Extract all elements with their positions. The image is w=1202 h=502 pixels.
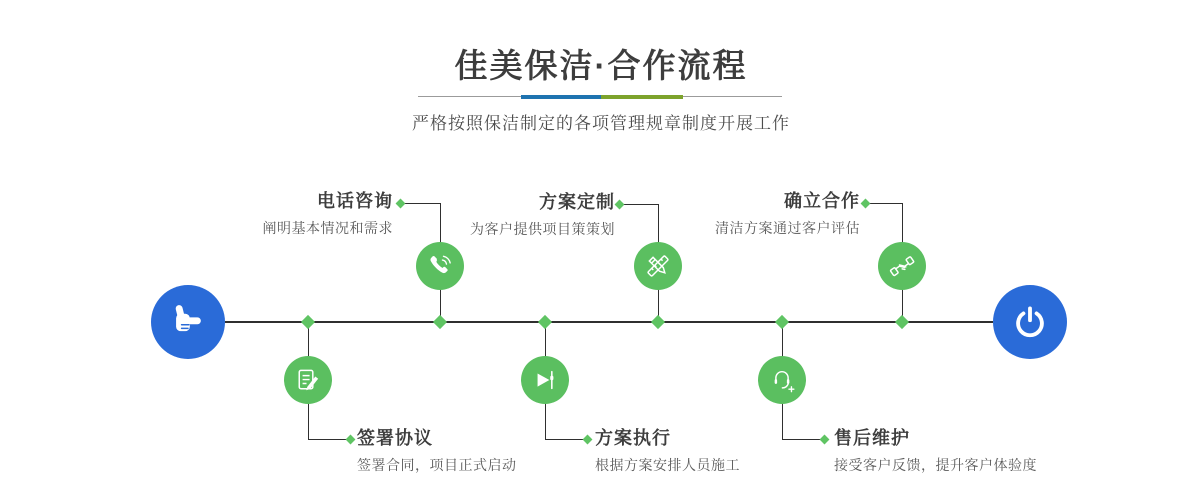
- step-desc: 根据方案安排人员施工: [595, 456, 740, 473]
- timeline-node-diamond: [895, 315, 909, 329]
- step-phone-text: [263, 191, 394, 236]
- step-desc: 为客户提供项目策策划: [470, 220, 615, 237]
- label-diamond: [396, 199, 406, 209]
- label-diamond: [820, 435, 830, 445]
- handshake-icon: [888, 252, 916, 280]
- timeline-node-diamond: [433, 315, 447, 329]
- step-desc: 阐明基本情况和需求: [262, 219, 393, 236]
- step-sign-circle: [284, 356, 332, 404]
- step-execute-circle: [521, 356, 569, 404]
- label-diamond: [861, 199, 871, 209]
- step-sign-text: [357, 428, 517, 473]
- step-label: 售后维护: [834, 428, 910, 448]
- label-diamond: [346, 435, 356, 445]
- pencil-ruler-icon: [644, 252, 672, 280]
- step-desc: 接受客户反馈，提升客户体验度: [834, 456, 1037, 473]
- headset-plus-icon: [768, 366, 796, 394]
- connector-aftersales-h: [782, 439, 822, 440]
- power-icon: [1009, 301, 1051, 343]
- step-label: 确立合作: [784, 191, 860, 211]
- page-title: 佳美保洁·合作流程: [454, 47, 748, 84]
- connector-design-h: [619, 204, 658, 205]
- step-design-text: [470, 192, 615, 237]
- phone-icon: [426, 252, 454, 280]
- connector-execute-h: [545, 439, 585, 440]
- step-desc: 清洁方案通过客户评估: [715, 219, 860, 236]
- step-cooperate-text: [715, 191, 860, 236]
- pointing-hand-icon: [166, 300, 210, 344]
- label-diamond: [583, 435, 593, 445]
- timeline-line: [225, 321, 993, 323]
- step-design-circle: [634, 242, 682, 290]
- step-label: 签署协议: [357, 428, 433, 448]
- step-label: 方案定制: [539, 192, 615, 212]
- flow-end-circle: [993, 285, 1067, 359]
- flow-start-circle: [151, 285, 225, 359]
- title-divider: [418, 95, 782, 99]
- timeline-node-diamond: [301, 315, 315, 329]
- step-label: 电话咨询: [317, 191, 393, 211]
- timeline-node-diamond: [538, 315, 552, 329]
- label-diamond: [615, 200, 625, 210]
- step-execute-text: [595, 428, 740, 473]
- step-cooperate-circle: [878, 242, 926, 290]
- step-aftersales-circle: [758, 356, 806, 404]
- timeline-node-diamond: [651, 315, 665, 329]
- divider-blue-segment: [521, 95, 601, 99]
- step-aftersales-text: [834, 428, 1037, 473]
- page-subtitle: 严格按照保洁制定的各项管理规章制度开展工作: [412, 114, 790, 133]
- step-label: 方案执行: [595, 428, 671, 448]
- step-phone-circle: [416, 242, 464, 290]
- timeline-node-diamond: [775, 315, 789, 329]
- connector-sign-h: [308, 439, 348, 440]
- document-pen-icon: [294, 366, 322, 394]
- step-desc: 签署合同，项目正式启动: [357, 456, 517, 473]
- connector-phone-h: [400, 203, 440, 204]
- divider-green-segment: [601, 95, 683, 99]
- play-slider-icon: [531, 366, 559, 394]
